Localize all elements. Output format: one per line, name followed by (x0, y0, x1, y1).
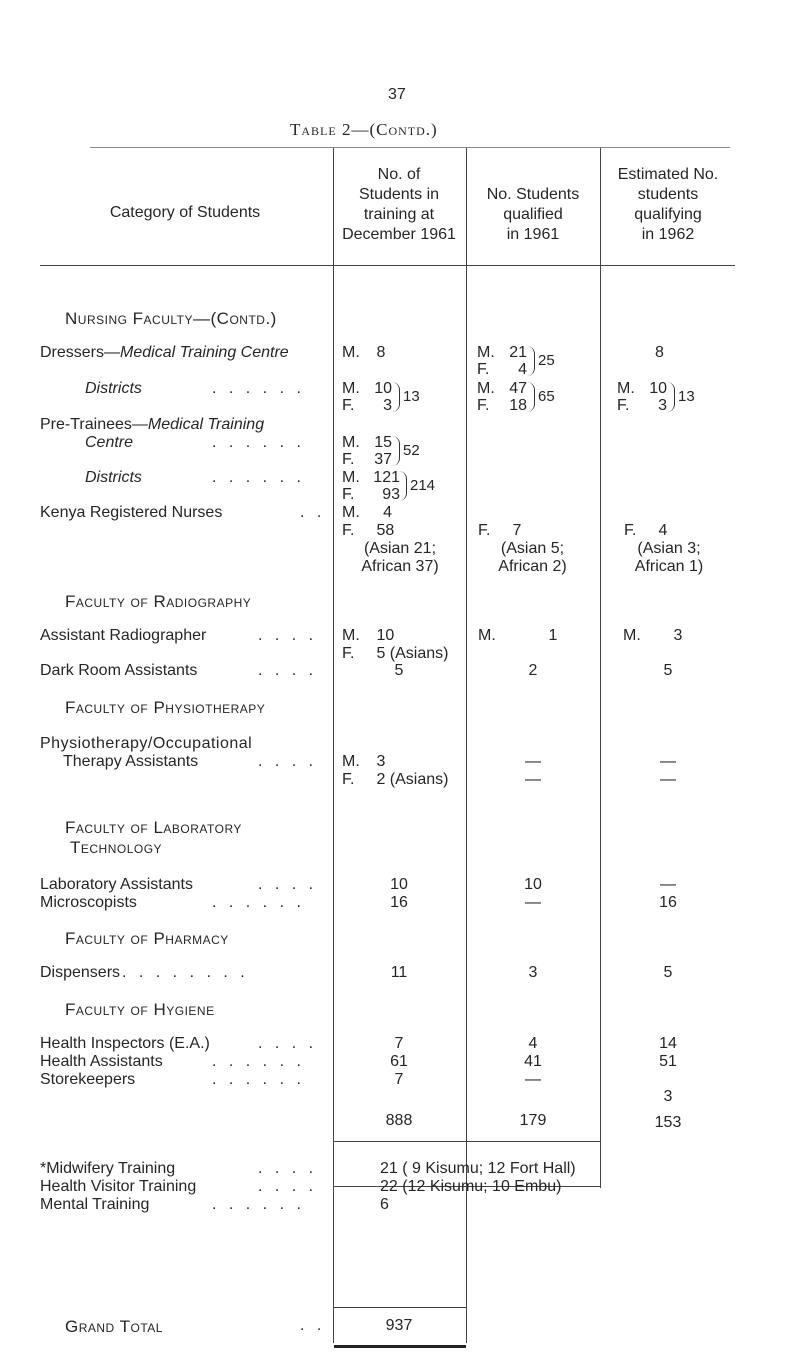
pretrainees-mtc-training-f: F. 37 (342, 451, 392, 468)
health-visitor-value: 22 (12 Kisumu; 10 Embu) (380, 1178, 562, 1195)
row-label-dispensers: Dispensers (40, 964, 121, 981)
health-assistants-training: 61 (390, 1053, 408, 1070)
dark-room-qualified: 2 (528, 662, 538, 679)
row-label-mental: Mental Training (40, 1196, 150, 1213)
kenya-nurses-training-m: M. 4 (342, 504, 392, 521)
physio-estimated-1: — (660, 753, 676, 770)
dressers-districts-training-m: M. 10 (342, 380, 392, 397)
leader-dots: . . . . . . (212, 1071, 305, 1088)
kenya-nurses-estimated-note: (Asian 3; African 1) (634, 540, 704, 575)
leader-dots: . . . . . . (212, 1196, 305, 1213)
dressers-mtc-training: M. 8 (342, 344, 386, 361)
row-label-health-visitor: Health Visitor Training (40, 1178, 197, 1195)
leader-dots: . . . . (258, 876, 318, 893)
radiographer-training-m: M. 10 (342, 627, 395, 644)
section-radiography: Faculty of Radiography (65, 592, 252, 611)
dispensers-qualified: 3 (528, 964, 538, 981)
dressers-districts-qualified-f: F. 18 (477, 397, 527, 414)
microscopists-estimated: 16 (659, 894, 677, 911)
dark-room-estimated: 5 (663, 662, 673, 679)
lab-assistants-qualified: 10 (524, 876, 542, 893)
row-label-lab-assistants: Laboratory Assistants (40, 876, 193, 893)
dressers-districts-estimated-total: 13 (678, 388, 695, 405)
pretrainees-districts-training-m: M. 121 (342, 469, 400, 486)
dark-room-training: 5 (394, 662, 404, 679)
dressers-districts-training-f: F. 3 (342, 397, 392, 414)
health-assistants-estimated: 51 (659, 1053, 677, 1070)
dressers-districts-qualified-total: 65 (538, 388, 555, 405)
header-category: Category of Students (109, 204, 261, 221)
section-hygiene: Faculty of Hygiene (65, 1000, 215, 1019)
physio-qualified-2: — (525, 771, 541, 788)
leader-dots: . . (300, 1317, 326, 1334)
header-estimated: Estimated No. students qualifying in 1962 (617, 166, 719, 243)
row-label-microscopists: Microscopists (40, 894, 137, 911)
brace (392, 382, 400, 412)
kenya-nurses-qualified-f: F. 7 (478, 522, 522, 539)
dressers-districts-qualified-m: M. 47 (477, 380, 527, 397)
leader-dots: . . . . . . (212, 434, 305, 451)
microscopists-training: 16 (390, 894, 408, 911)
brace (667, 382, 675, 412)
header-rule (40, 265, 735, 266)
section-nursing: Nursing Faculty—(Contd.) (65, 309, 277, 328)
leader-dots: . . . . (258, 1035, 318, 1052)
header-training: No. of Students in training at December 1961 (342, 166, 456, 243)
row-label-assistant-radiographer: Assistant Radiographer (40, 627, 207, 644)
health-assistants-qualified: 41 (524, 1053, 542, 1070)
dispensers-training: 11 (390, 964, 408, 981)
row-label-districts: Districts (85, 380, 142, 397)
leader-dots: . . . . . . (212, 894, 305, 911)
radiographer-training-f: F. 5 (Asians) (342, 645, 449, 662)
physio-estimated-2: — (660, 771, 676, 788)
row-label-pretrainees: Pre-Trainees—Medical Training (40, 416, 265, 433)
kenya-nurses-training-f: F. 58 (342, 522, 395, 539)
row-label-health-inspectors: Health Inspectors (E.A.) (40, 1035, 210, 1052)
leader-dots: . . . . . . (212, 469, 305, 486)
section-pharmacy: Faculty of Pharmacy (65, 929, 229, 948)
leader-dots: . . . . (258, 1178, 318, 1195)
health-inspectors-qualified: 4 (528, 1035, 538, 1052)
row-label-health-assistants: Health Assistants (40, 1053, 163, 1070)
pretrainees-mtc-training-m: M. 15 (342, 434, 392, 451)
total-qualified: 179 (519, 1112, 547, 1129)
row-label-storekeepers: Storekeepers (40, 1071, 136, 1088)
dressers-districts-estimated-m: M. 10 (617, 380, 667, 397)
leader-dots: . . . . . . (212, 380, 305, 397)
leader-dots: . . (300, 504, 326, 521)
pretrainees-districts-training-f: F. 93 (342, 486, 400, 503)
physio-training-m: M. 3 (342, 753, 386, 770)
grand-total-value: 937 (385, 1317, 413, 1334)
radiographer-estimated-m: M. 3 (623, 627, 683, 644)
total-estimated: 153 (654, 1114, 682, 1131)
section-laboratory: Faculty of Laboratory Technology (65, 818, 242, 857)
physio-qualified-1: — (525, 753, 541, 770)
lab-assistants-estimated: — (660, 876, 676, 893)
table-title: Table 2—(Contd.) (290, 120, 438, 139)
lab-assistants-training: 10 (390, 876, 408, 893)
microscopists-qualified: — (525, 894, 541, 911)
storekeepers-estimated: 3 (663, 1088, 673, 1105)
grand-total-rule (334, 1307, 466, 1308)
brace (527, 346, 535, 376)
kenya-nurses-qualified-note: (Asian 5; African 2) (498, 540, 567, 575)
pretrainees-mtc-training-total: 52 (403, 442, 420, 459)
page-number: 37 (388, 86, 406, 103)
dressers-districts-estimated-f: F. 3 (617, 397, 667, 414)
grand-total-double-rule (334, 1345, 466, 1348)
leader-dots: . . . . (258, 662, 318, 679)
storekeepers-qualified: — (525, 1071, 541, 1088)
storekeepers-training: 7 (394, 1071, 404, 1088)
brace (527, 382, 535, 412)
row-label-districts-2: Districts (85, 469, 142, 486)
row-label-dressers: Dressers—Medical Training Centre (40, 344, 289, 361)
col-divider-1 (333, 148, 334, 1343)
health-inspectors-training: 7 (394, 1035, 404, 1052)
row-label-physio-2: Therapy Assistants (63, 753, 199, 770)
row-label-kenya-nurses: Kenya Registered Nurses (40, 504, 223, 521)
dressers-mtc-estimated: 8 (655, 344, 664, 361)
dispensers-estimated: 5 (663, 964, 673, 981)
total-rule-top (334, 1141, 600, 1142)
pretrainees-districts-training-total: 214 (410, 477, 436, 494)
dressers-districts-training-total: 13 (403, 388, 420, 405)
brace (399, 471, 407, 501)
radiographer-qualified-m: M. 1 (478, 627, 558, 644)
mental-value: 6 (380, 1196, 389, 1213)
dressers-mtc-qualified-m: M. 21 (477, 344, 527, 361)
row-label-midwifery: *Midwifery Training (40, 1160, 176, 1177)
row-label-dark-room: Dark Room Assistants (40, 662, 198, 679)
midwifery-value: 21 ( 9 Kisumu; 12 Fort Hall) (380, 1160, 576, 1177)
row-label-physio: Physiotherapy/Occupational (40, 735, 253, 752)
kenya-nurses-estimated-f: F. 4 (624, 522, 668, 539)
top-rule (90, 147, 730, 148)
dressers-mtc-qualified-total: 25 (538, 352, 555, 369)
total-training: 888 (385, 1112, 413, 1129)
kenya-nurses-training-note: (Asian 21; African 37) (361, 540, 439, 575)
row-label-centre: Centre (85, 434, 134, 451)
grand-total-label: Grand Total (65, 1317, 163, 1336)
dressers-mtc-qualified-f: F. 4 (477, 361, 527, 378)
physio-training-f: F. 2 (Asians) (342, 771, 449, 788)
health-inspectors-estimated: 14 (659, 1035, 677, 1052)
leader-dots: . . . . . . (212, 1053, 305, 1070)
leader-dots: . . . . (258, 1160, 318, 1177)
leader-dots: . . . . (258, 753, 318, 770)
brace (392, 436, 400, 466)
section-physiotherapy: Faculty of Physiotherapy (65, 698, 266, 717)
header-qualified: No. Students qualified in 1961 (486, 186, 580, 243)
leader-dots: . . . . . . . . (122, 964, 249, 981)
leader-dots: . . . . (258, 627, 318, 644)
